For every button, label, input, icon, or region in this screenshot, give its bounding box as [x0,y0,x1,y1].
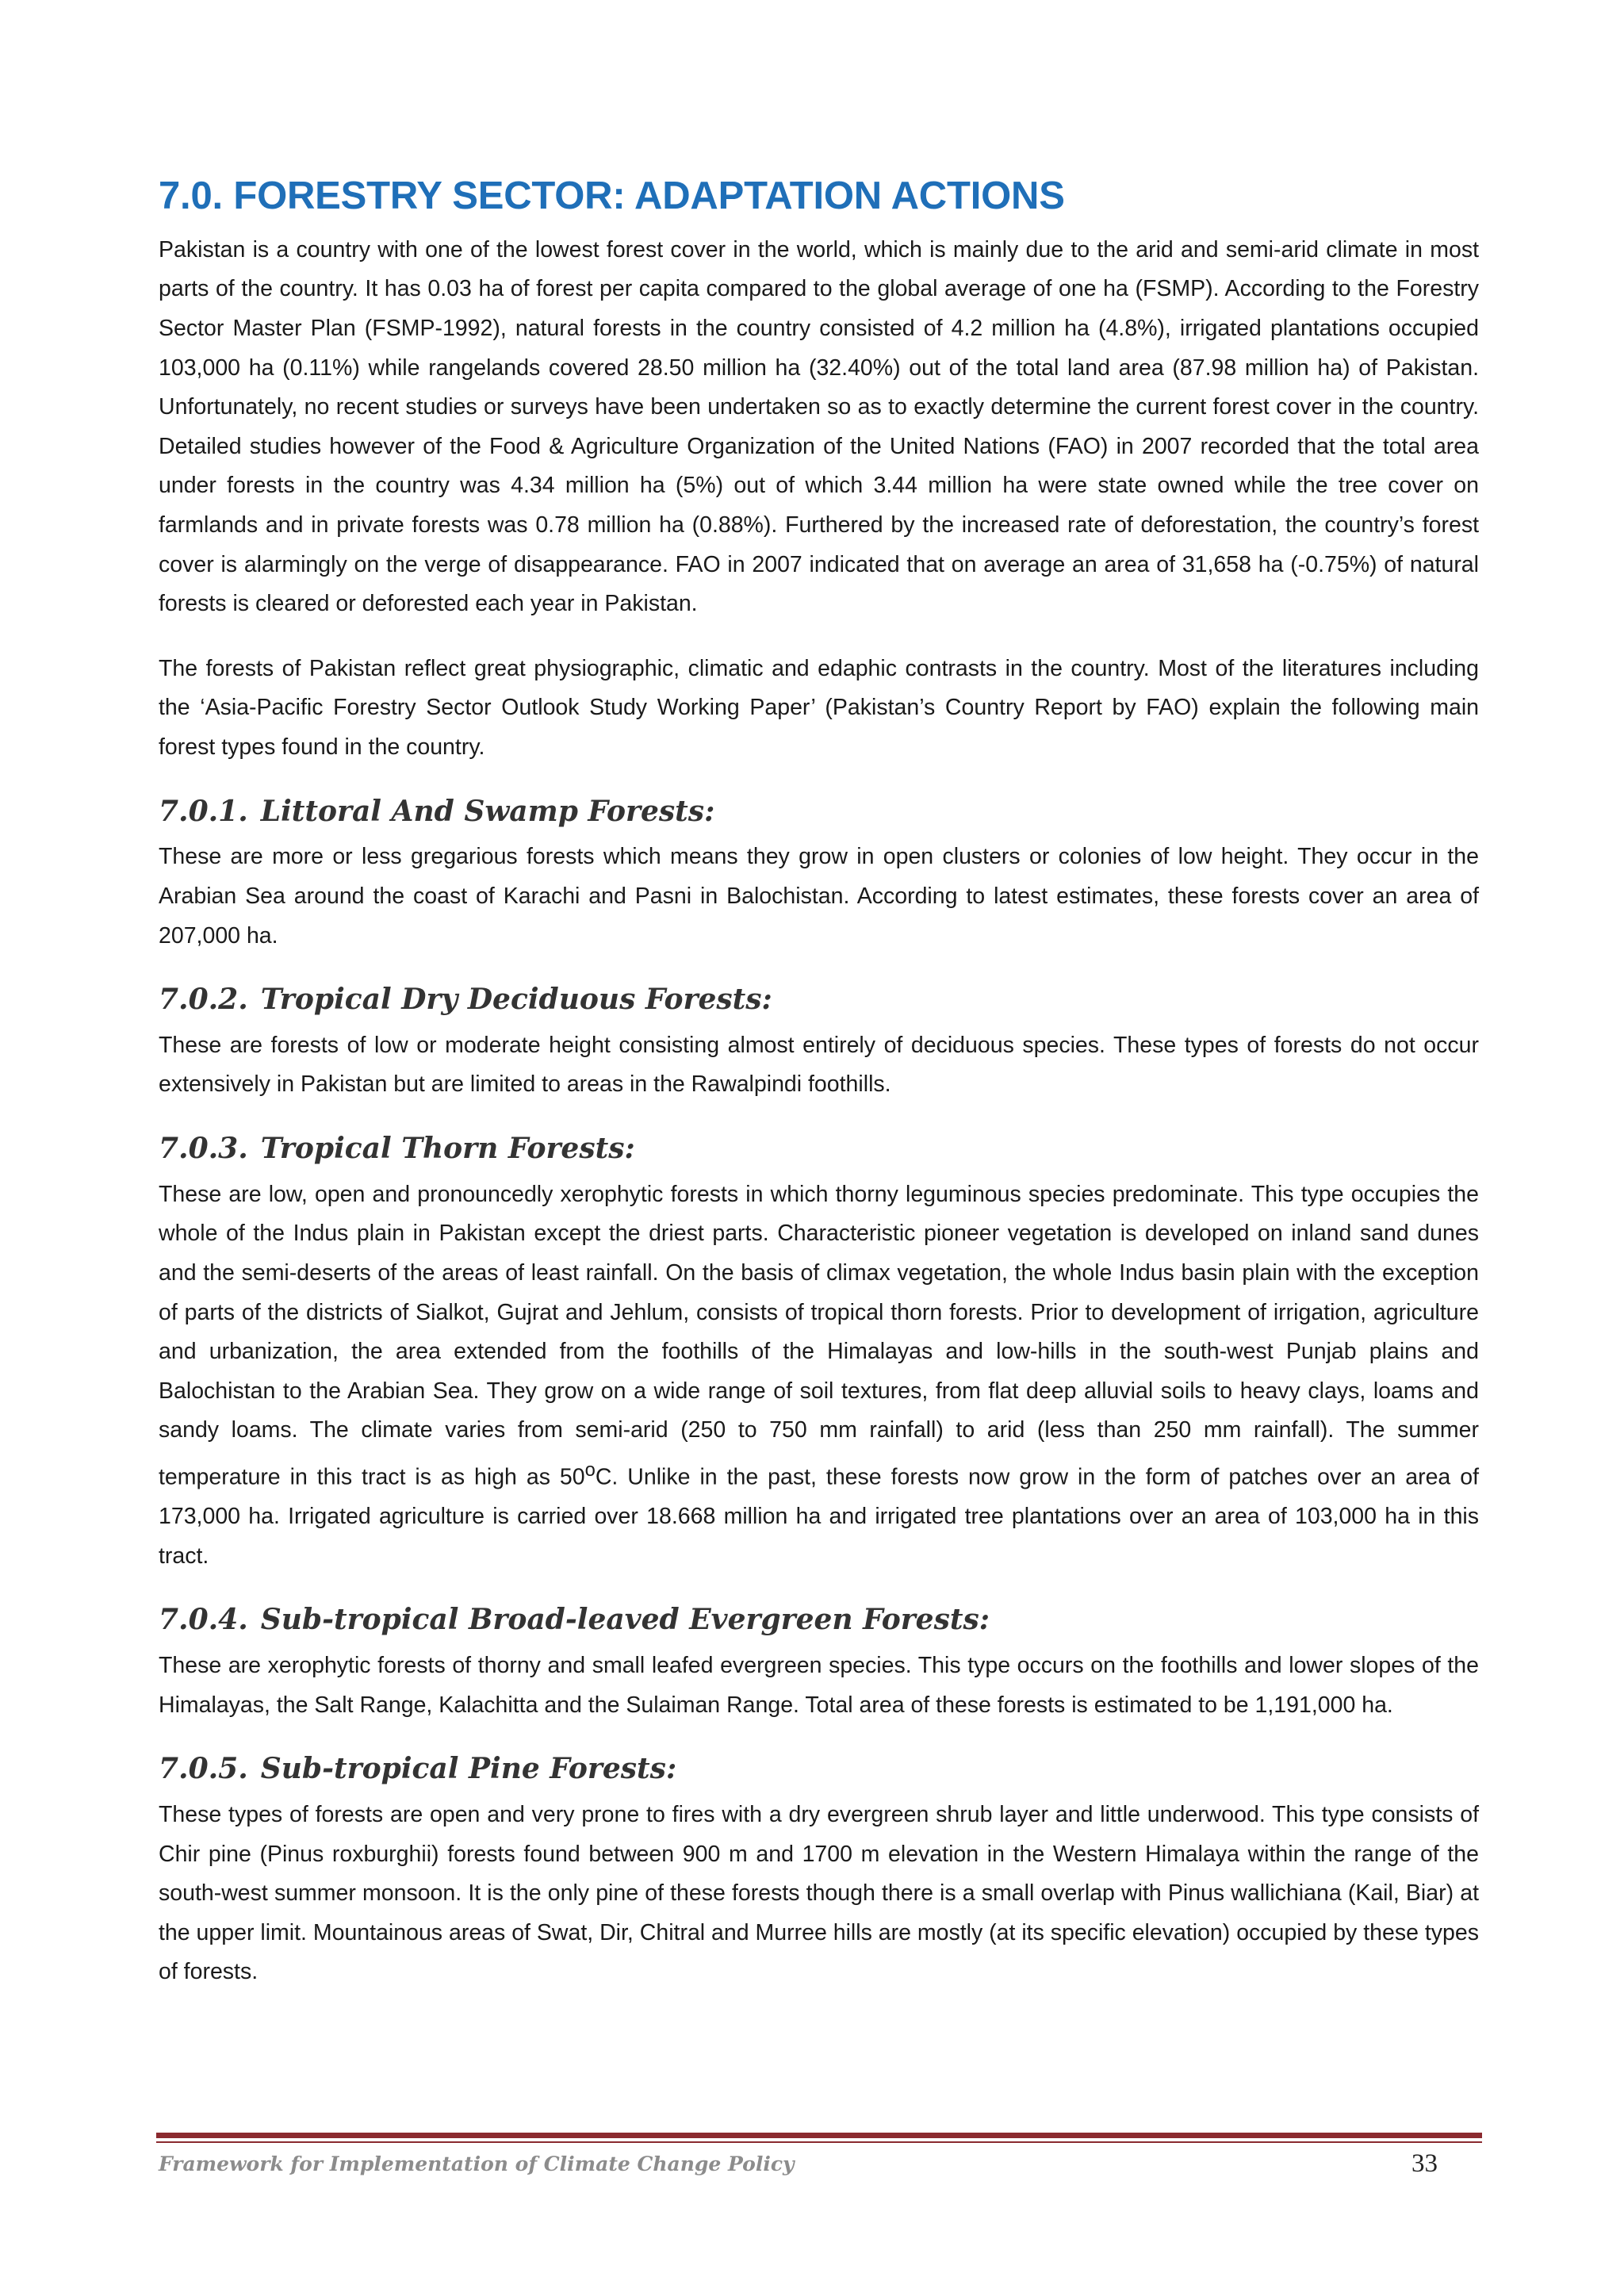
section-heading-littoral-swamp [159,793,1479,830]
section-number: 7.0.4. [159,1603,248,1637]
section-title: Tropical Dry Deciduous Forests: [260,983,772,1017]
body-text-part-1: These are low, open and pronouncedly xerophytic forests in which thorny leguminous species predominate. This type occupies the whole of the Indus plain in Pakistan except the driest parts. Characteristic pioneer vegetation is developed on inland sand dunes and the semi-deserts of the areas of least rainfall. On the basis of climax vegetation, the whole Indus basin plain with the exception of parts of the districts of Sialkot, Gujrat and Jehlum, consists of tropical thorn forests. Prior to development of irrigation, agriculture and urbanization, the area extended from the foothills of the Himalayas and low-hills in the south-west Punjab plains and Balochistan to the Arabian Sea. They grow on a wide range of soil textures, from flat deep alluvial soils to heavy clays, loams and sandy loams. The climate varies from semi-arid (250 to 750 mm rainfall) to arid (less than 250 mm rainfall). The summer temperature in this tract is as high as 50 [159,1181,1479,1490]
section-title: Tropical Thorn Forests: [260,1132,635,1166]
degree-superscript: o [584,1459,596,1481]
section-body-littoral-swamp: These are more or less gregarious forests which means they grow in open clusters or colonies of low height. They occur in the Arabian Sea around the coast of Karachi and Pasni in Balochistan. According to latest estimates, these forests cover an area of 207,000 ha. [159,844,1479,949]
section-number: 7.0.2. [159,983,248,1017]
body-text-part-2: C. Unlike in the past, these forests now grow in the form of patches over an area of 173,000 ha. Irrigated agriculture is carried over 18.668 million ha and irrigated tree plantations over an area of 103,000 ha in this tract. [159,1464,1479,1569]
section-body-subtropical-pine: These types of forests are open and very prone to fires with a dry evergreen shrub layer and little underwood. This type consists of Chir pine (Pinus roxburghii) forests found between 900 m and 1700 m elevation in the Western Himalaya within the range of the south-west summer monsoon. It is the only pine of these forests though there is a small overlap with Pinus wallichiana (Kail, Biar) at the upper limit. Mountainous areas of Swat, Dir, Chitral and Murree hills are mostly (at its specific elevation) occupied by these types of forests. [159,1802,1479,1985]
section-heading-tropical-thorn [159,1130,1479,1167]
section-number: 7.0.3. [159,1132,248,1166]
footer-divider [156,2133,1482,2138]
page-content [159,173,1479,2018]
section-body-subtropical-broadleaved: These are xerophytic forests of thorny and small leafed evergreen species. This type occurs on the foothills and lower slopes of the Himalayas, the Salt Range, Kalachitta and the Sulaiman Range. Total area of these forests is estimated to be 1,191,000 ha. [159,1653,1479,1718]
footer-document-title: Framework for Implementation of Climate Change Policy [159,2152,795,2175]
footer-divider-thin [156,2141,1482,2143]
section-title: Sub-tropical Broad-leaved Evergreen Forests: [260,1603,990,1637]
section-heading-subtropical-broadleaved [159,1601,1479,1639]
section-title: Littoral And Swamp Forests: [260,794,715,828]
intro-paragraph-1: Pakistan is a country with one of the lowest forest cover in the world, which is mainly due to the arid and semi-arid climate in most parts of the country. It has 0.03 ha of forest per capita compared to the global average of one ha (FSMP). According to the Forestry Sector Master Plan (FSMP-1992), natural forests in the country consisted of 4.2 million ha (4.8%), irrigated plantations occupied 103,000 ha (0.11%) while rangelands covered 28.50 million ha (32.40%) out of the total land area (87.98 million ha) of Pakistan. Unfortunately, no recent studies or surveys have been undertaken so as to exactly determine the current forest cover in the country. Detailed studies however of the Food & Agriculture Organization of the United Nations (FAO) in 2007 recorded that the total area under forests in the country was 4.34 million ha (5%) out of which 3.44 million ha were state owned while the tree cover on farmlands and in private forests was 0.78 million ha (0.88%). Furthered by the increased rate of deforestation, the country’s forest cover is alarmingly on the verge of disappearance. FAO in 2007 indicated that on average an area of 31,658 ha (-0.75%) of natural forests is cleared or deforested each year in Pakistan. [159,236,1479,617]
section-title: Sub-tropical Pine Forests: [260,1752,677,1786]
section-number: 7.0.5. [159,1752,248,1786]
section-heading-tropical-dry-deciduous [159,981,1479,1018]
intro-paragraph-2: The forests of Pakistan reflect great physiographic, climatic and edaphic contrasts in the country. Most of the literatures including the ‘Asia-Pacific Forestry Sector Outlook Study Working Paper’ (Pakistan’s Country Report by FAO) explain the following main forest types found in the country. [159,655,1479,760]
section-body-tropical-thorn [159,1175,1479,1576]
page-title: 7.0. FORESTRY SECTOR: ADAPTATION ACTIONS [159,174,1065,217]
section-number: 7.0.1. [159,794,248,828]
page-number: 33 [1411,2149,1438,2178]
section-body-tropical-dry-deciduous: These are forests of low or moderate height consisting almost entirely of deciduous species. These types of forests do not occur extensively in Pakistan but are limited to areas in the Rawalpindi foothills. [159,1032,1479,1098]
section-heading-subtropical-pine [159,1750,1479,1788]
